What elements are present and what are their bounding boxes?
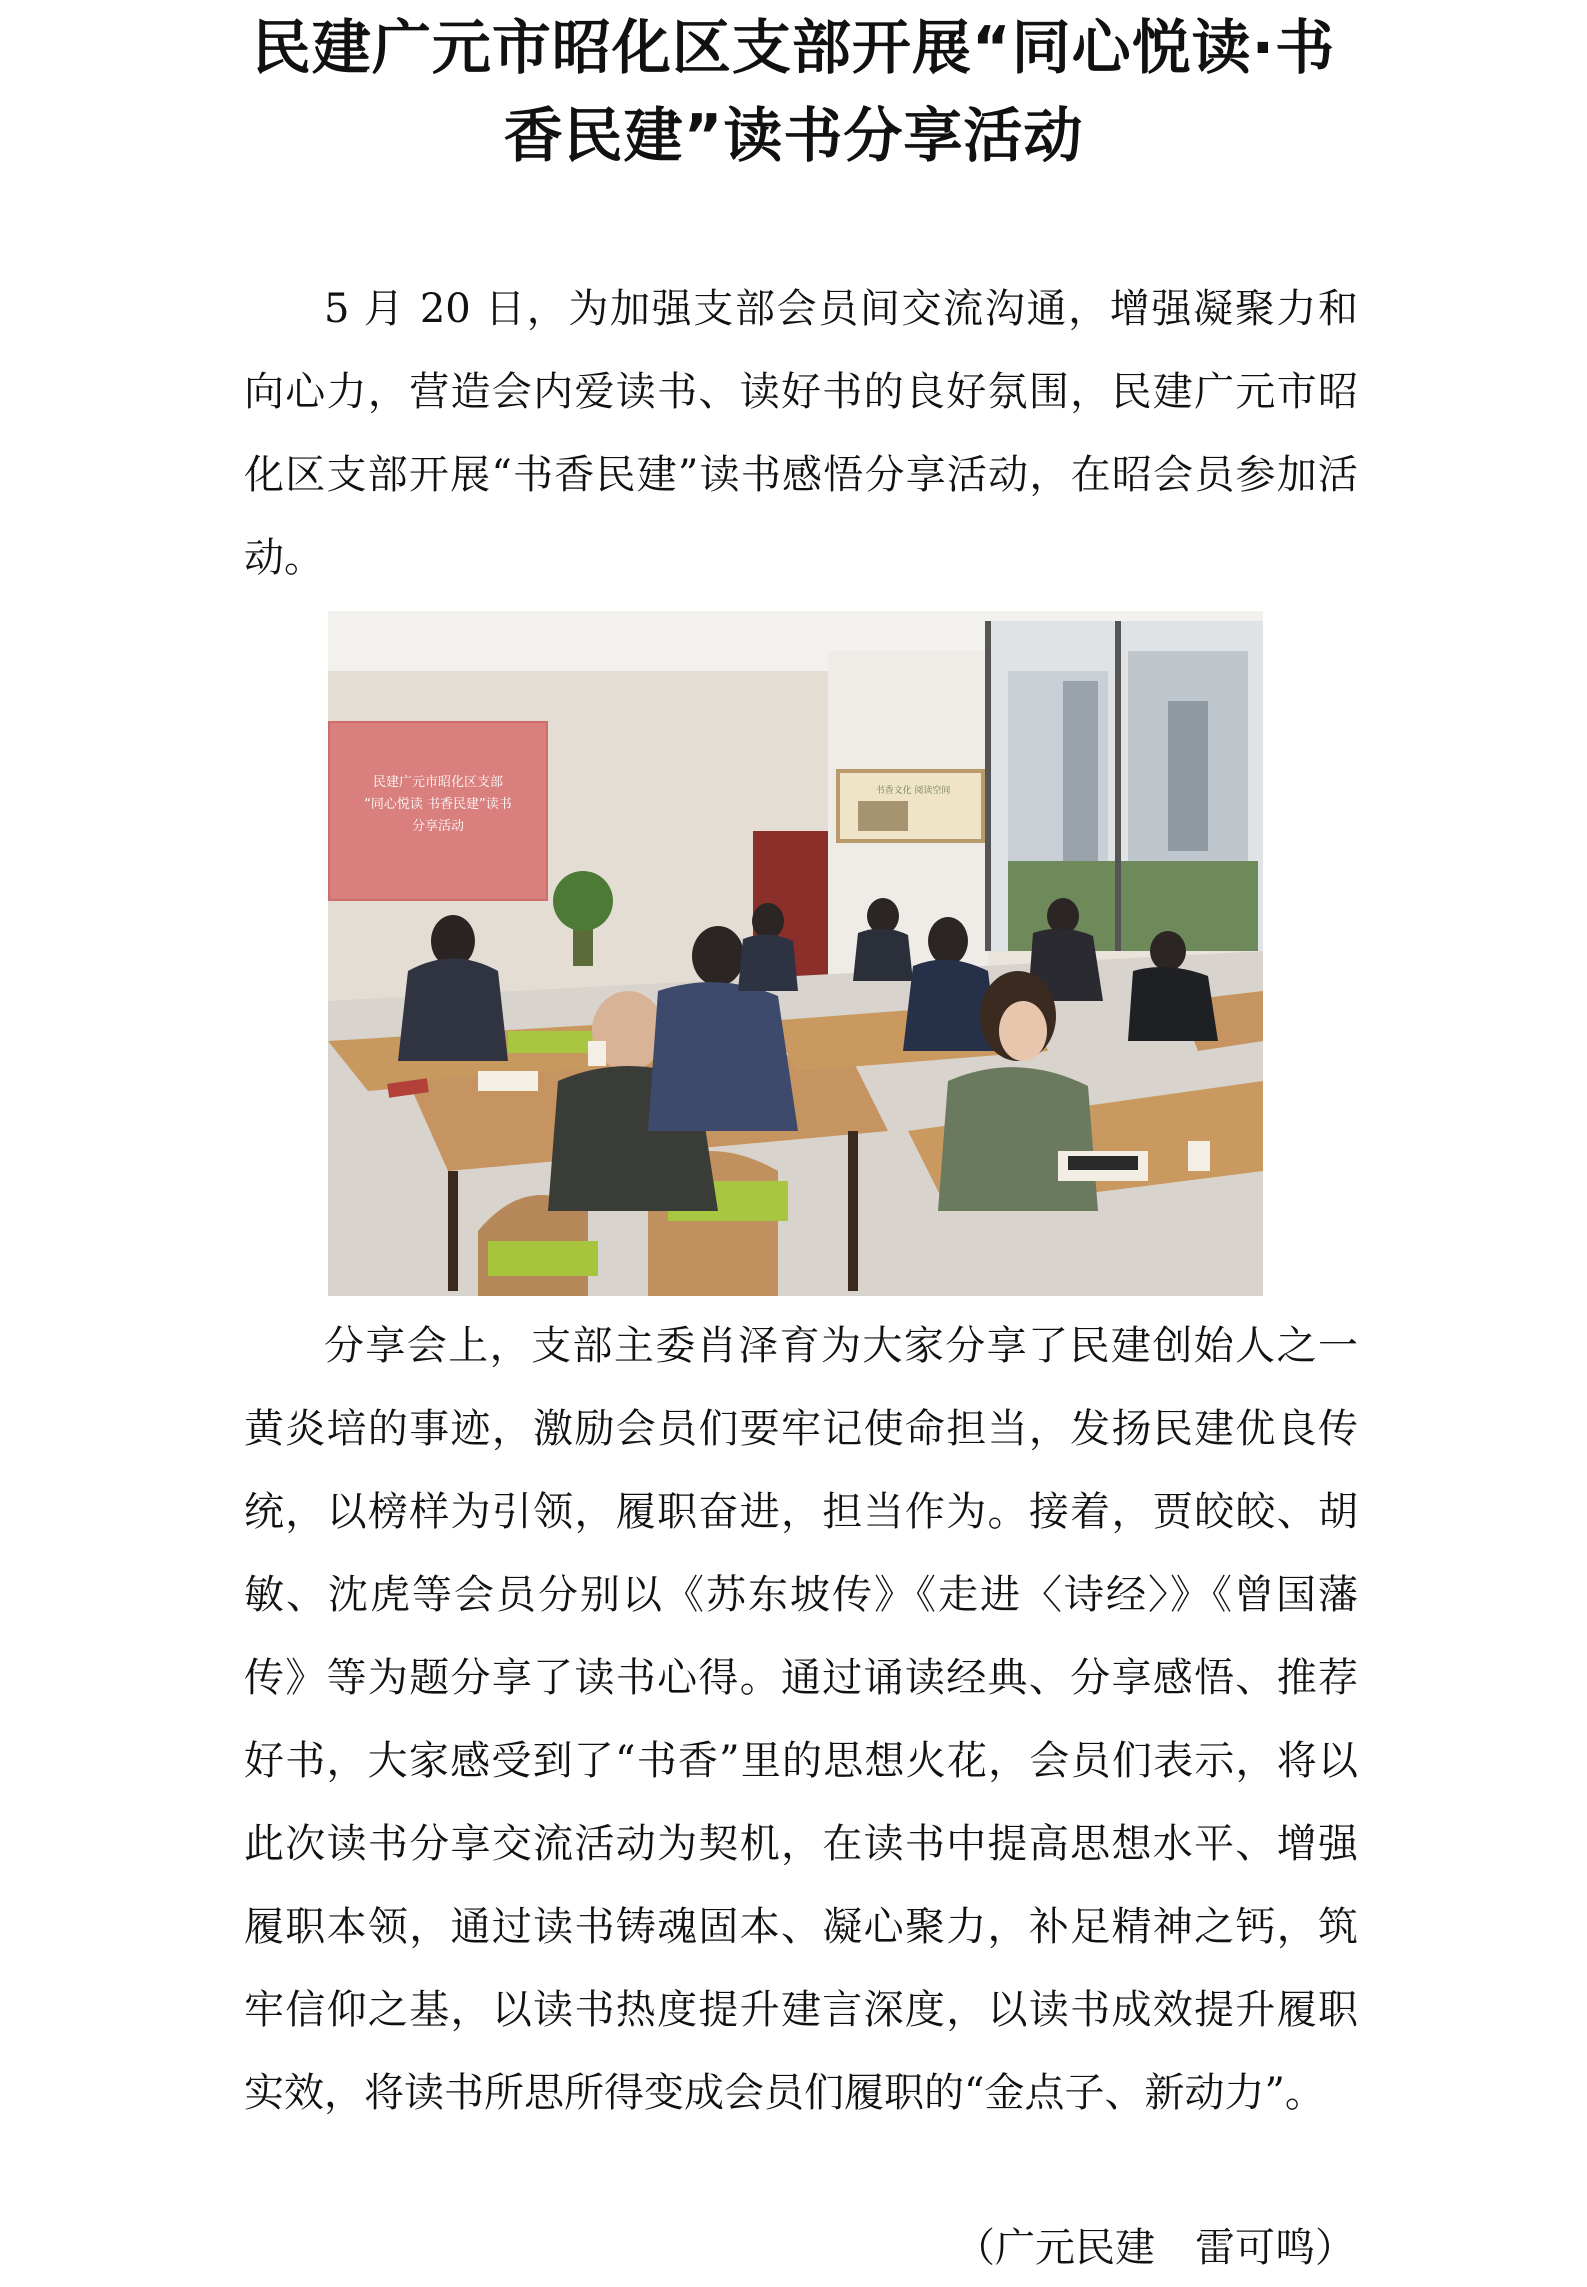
wall-board-text: 书香文化 阅读空间 xyxy=(875,786,951,796)
screen-line-3: 分享活动 xyxy=(411,819,465,834)
paragraph-main: 分享会上，支部主委肖泽育为大家分享了民建创始人之一黄炎培的事迹，激励会员们要牢记使命担当，发扬民建优良传统，以榜样为引领，履职奋进，担当作为。接着，贾皎皎、胡敏、沈虎等会员分别以《苏东坡传》《走进〈诗经〉》《曾国藩传》等为题分享了读书心得。通过诵读经典、分享感悟、推荐好书，大家感受到了“书香”里的思想火花，会员们表示，将以此次读书分享交流活动为契机，在读书中提高思想水平、增强履职本领，通过读书铸魂固本、凝心聚力，补足精神之钙，筑牢信仰之基，以读书热度提升建言深度，以读书成效提升履职实效，将读书所思所得变成会员们履职的“金点子、新动力”。 xyxy=(244,1323,1358,2116)
paragraph-intro: 5 月 20 日，为加强支部会员间交流沟通，增强凝聚力和向心力，营造会内爱读书、读好书的良好氛围，民建广元市昭化区支部开展“书香民建”读书感悟分享活动，在昭会员参加活动。 xyxy=(244,286,1358,581)
title-line-2: 香民建”读书分享活动 xyxy=(503,101,1084,170)
screen-line-1: 民建广元市昭化区支部 xyxy=(372,775,504,790)
screen-line-2: “同心悦读 书香民建”读书 xyxy=(364,797,512,812)
author-signature: （广元民建 雷可鸣） xyxy=(955,2225,1355,2271)
event-photo xyxy=(328,611,1263,1296)
title-line-1: 民建广元市昭化区支部开展“同心悦读·书 xyxy=(251,13,1336,82)
article-title xyxy=(230,4,1357,180)
